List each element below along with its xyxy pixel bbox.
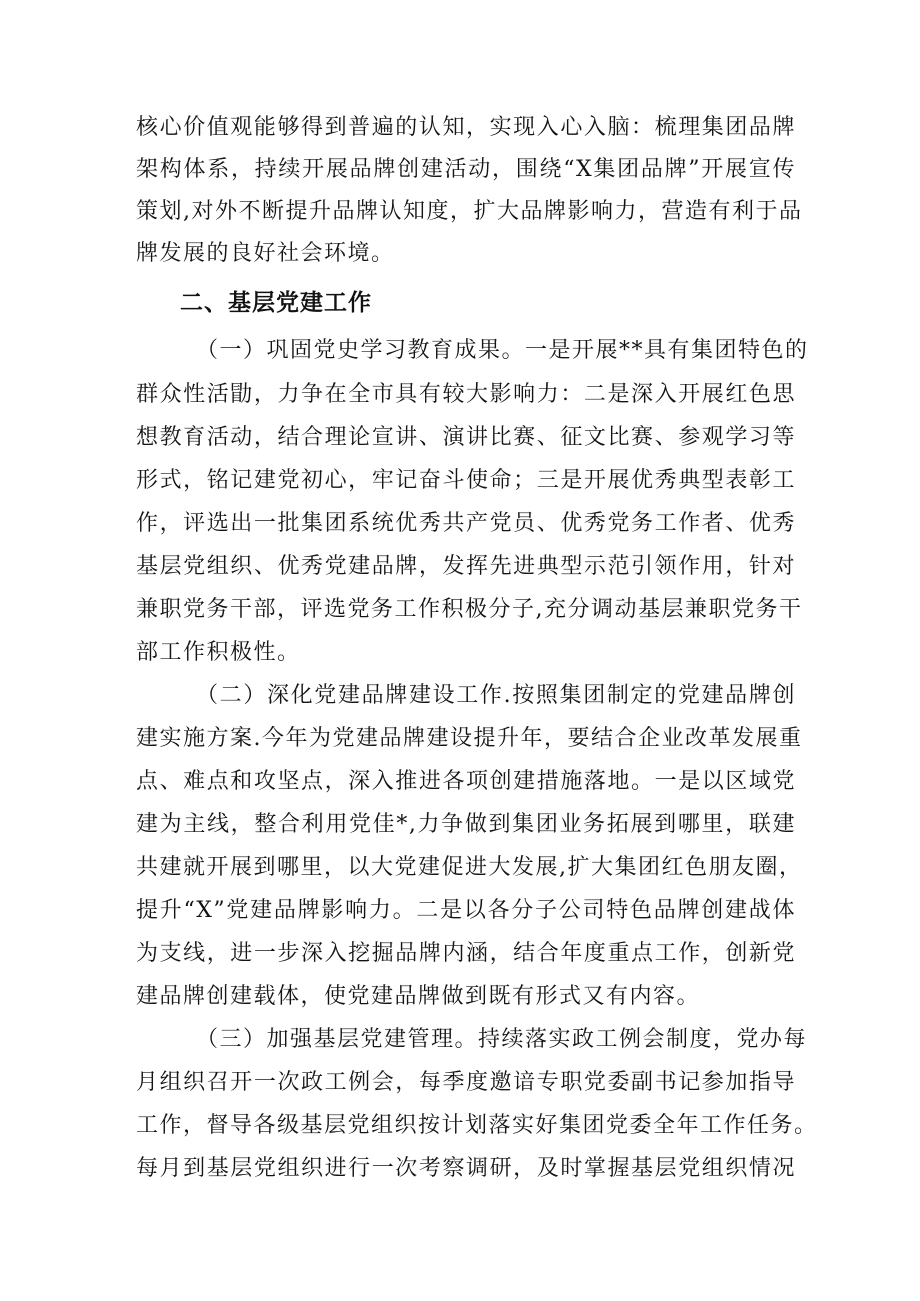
paragraph-line: 提升“X”党建品牌影响力。二是以各分子公司特色品牌创建战体 (136, 898, 796, 923)
paragraph-line: 兼职党务干部，评选党务工作积极分子,充分调动基层兼职党务干 (136, 597, 803, 622)
paragraph-line: 策划,对外不断提升品牌认知度，扩大品牌影响力，营造有利于品 (136, 199, 803, 224)
paragraph-line: 部工作积极性。 (136, 640, 301, 665)
subsection-heading-2: （二）深化党建品牌建设工作.按照集团制定的党建品牌创 (196, 683, 796, 708)
subsection-heading-3: （三）加强基层党建管理。持续落实政工例会制度，党办每 (196, 1027, 808, 1052)
section-heading: 二、基层党建工作 (180, 290, 372, 316)
paragraph-line: 工作，督导各级基层党组织按计划落实好集团党委全年工作任务。 (136, 1113, 818, 1138)
paragraph-line: 建品牌创建载体，使党建品牌做到既有形式又有内容。 (136, 984, 701, 1009)
paragraph-line: 每月到基层党组织进行一次考察调研，及时掌握基层党组织情况 (136, 1156, 796, 1181)
paragraph-line: 建实施方案.今年为党建品牌建设提升年，要结合企业改革发展重 (136, 726, 803, 751)
paragraph-line: 牌发展的良好社会环境。 (136, 241, 395, 266)
subsection-heading-1: （一）巩固党史学习教育成果。一是开展**具有集团特色的 (196, 338, 809, 363)
paragraph-line: 基层党组织、优秀党建品牌，发挥先进典型示范引领作用，针对 (136, 554, 796, 579)
paragraph-line: 核心价值观能够得到普遍的认知，实现入心入脑：梳理集团品牌 (136, 115, 796, 140)
paragraph-line: 形式，铭记建党初心，牢记奋斗使命；三是开展优秀典型表彰工 (136, 468, 796, 493)
paragraph-line: 想教育活动，结合理论宣讲、演讲比赛、征文比赛、参观学习等 (136, 425, 796, 450)
paragraph-line: 共建就开展到哪里，以大党建促进大发展,扩大集团红色朋友圈， (136, 855, 803, 880)
paragraph-line: 月组织召开一次政工例会，每季度邀谙专职党委副书记参加指导 (136, 1070, 796, 1095)
paragraph-line: 建为主线，整合利用党佳*,力争做到集团业务拓展到哪里，联建 (136, 812, 796, 837)
paragraph-line: 群众性活勖，力争在全市具有较大影响力：二是深入开展红色思 (136, 382, 796, 407)
paragraph-line: 架构体系，持续开展品牌创建活动，围绕“X集团品牌”开展宣传 (136, 157, 796, 182)
paragraph-line: 点、难点和攻坚点，深入推进各项创建措施落地。一是以区域党 (136, 769, 796, 794)
paragraph-line: 作，评选出一批集团系统优秀共产党员、优秀党务工作者、优秀 (136, 511, 796, 536)
paragraph-line: 为支线，进一步深入挖掘品牌内涵，结合年度重点工作，创新党 (136, 941, 796, 966)
